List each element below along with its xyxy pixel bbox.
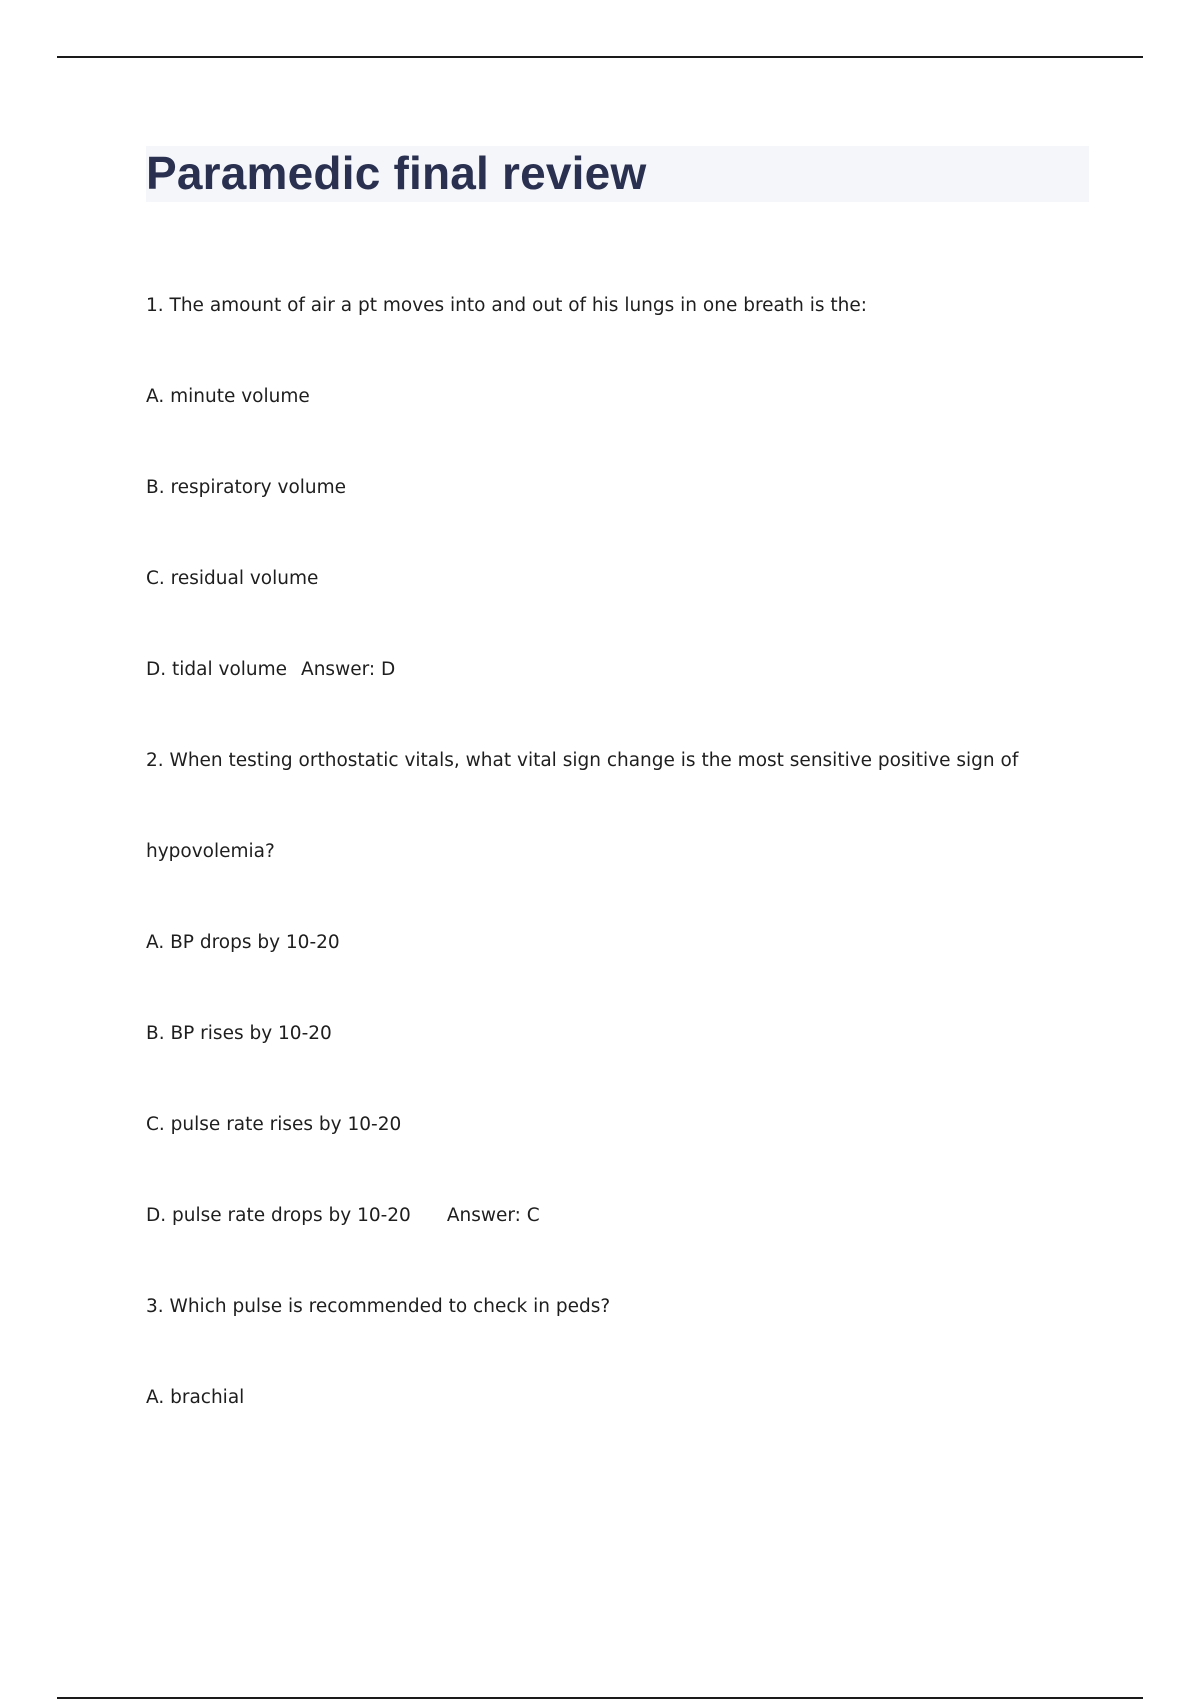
question-2-answer: Answer: C <box>446 1205 540 1226</box>
question-1-answer: Answer: D <box>301 659 396 680</box>
question-2-text-continued: hypovolemia? <box>146 841 275 862</box>
question-2-option-d: D. pulse rate drops by 10-20 <box>146 1205 411 1226</box>
question-1-option-c: C. residual volume <box>146 568 319 589</box>
question-2-option-d-line <box>146 1204 540 1228</box>
question-2-text: 2. When testing orthostatic vitals, what vital sign change is the most sensitive positive sign of <box>146 750 1019 771</box>
question-3-option-a: A. brachial <box>146 1387 245 1408</box>
footer-rule <box>57 1697 1143 1699</box>
question-1-text: 1. The amount of air a pt moves into and out of his lungs in one breath is the: <box>146 295 867 316</box>
question-1-option-d-line <box>146 658 395 682</box>
document-title: Paramedic final review <box>146 147 647 199</box>
header-rule <box>57 56 1143 58</box>
question-1-option-d: D. tidal volume <box>146 659 288 680</box>
question-2-option-a: A. BP drops by 10-20 <box>146 932 340 953</box>
question-3-text: 3. Which pulse is recommended to check in peds? <box>146 1296 611 1317</box>
question-1-option-a: A. minute volume <box>146 386 310 407</box>
question-1-option-b: B. respiratory volume <box>146 477 347 498</box>
question-2-option-b: B. BP rises by 10-20 <box>146 1023 332 1044</box>
question-2-option-c: C. pulse rate rises by 10-20 <box>146 1114 402 1135</box>
